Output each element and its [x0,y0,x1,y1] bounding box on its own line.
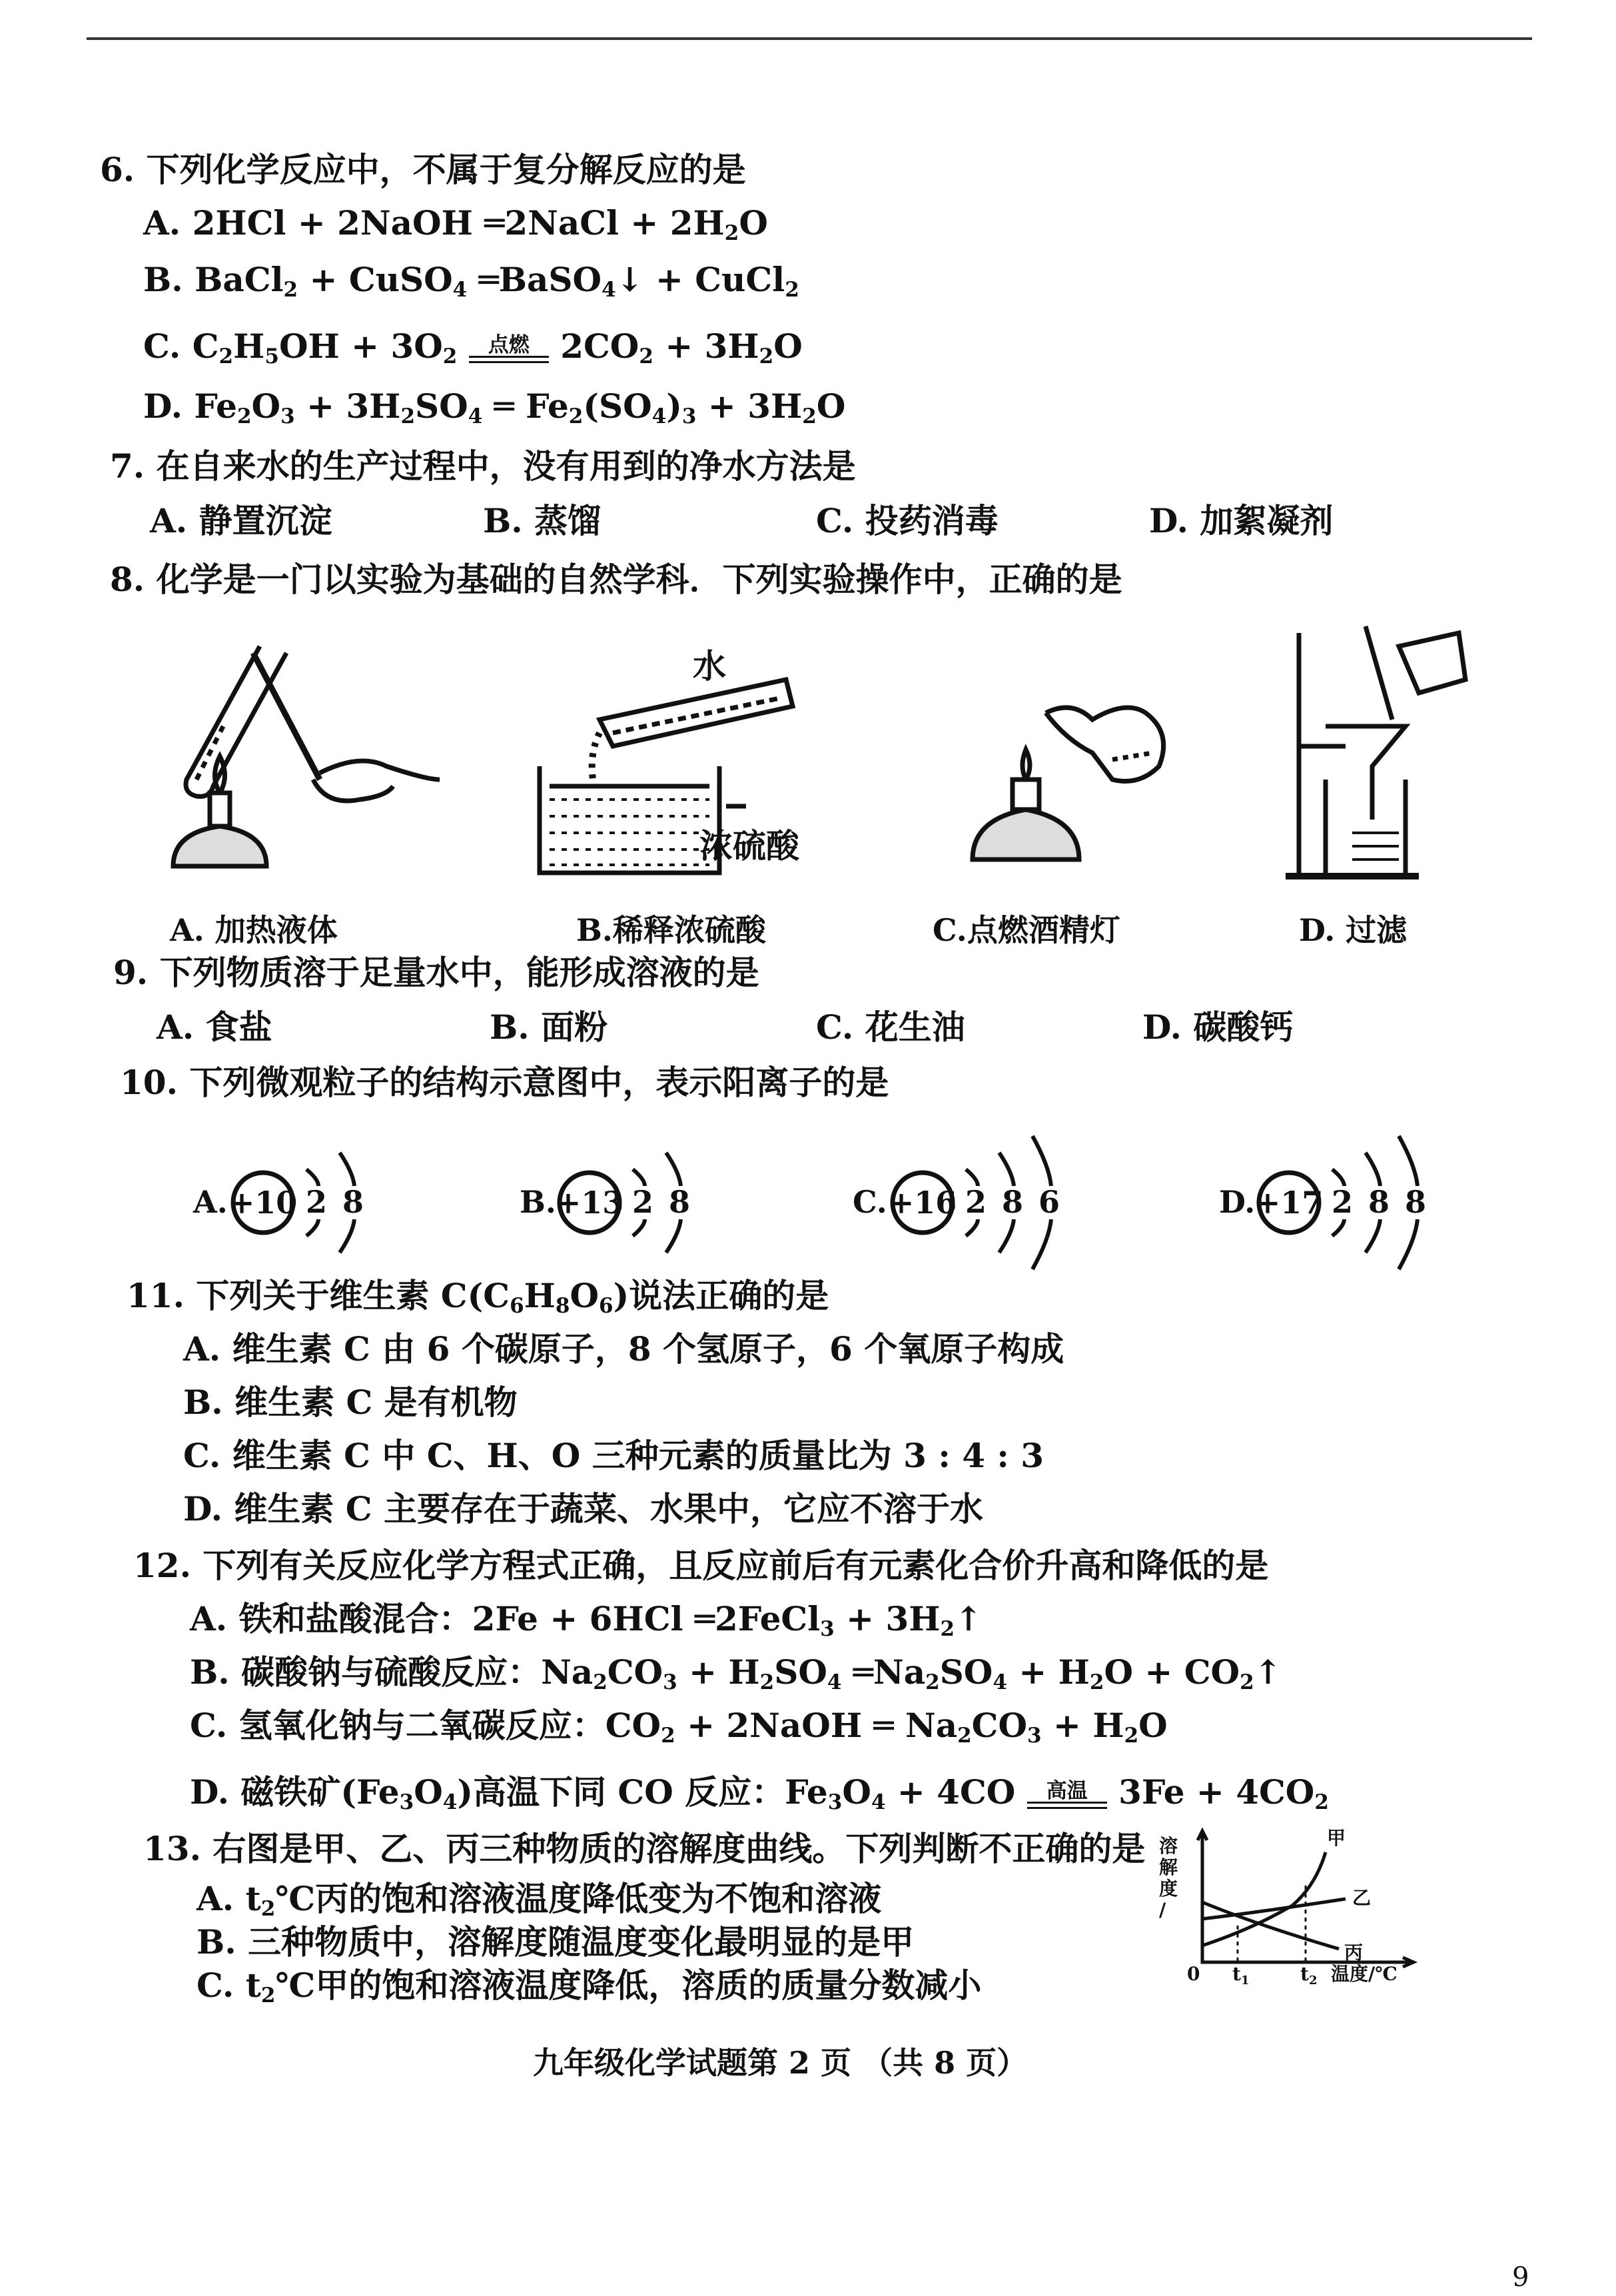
curve-jia [1202,1852,1326,1946]
svg-text:2: 2 [1331,1184,1354,1220]
q8-caption-b: B.稀释浓硫酸 [576,912,766,948]
svg-text:溶: 溶 [1159,1835,1178,1857]
graph-xlabel: 温度/℃ [1331,1963,1398,1985]
svg-text:解: 解 [1159,1856,1178,1878]
q7-stem: 7. 在自来水的生产过程中，没有用到的净水方法是 [110,446,856,486]
q8b-acid-label: 浓硫酸 [699,826,799,865]
svg-text:度: 度 [1159,1878,1178,1900]
graph-origin: 0 [1187,1963,1200,1985]
svg-text:+16: +16 [888,1185,957,1221]
q8-stem: 8. 化学是一门以实验为基础的自然学科．下列实验操作中，正确的是 [110,560,1122,599]
q11-option-b: B. 维生素 C 是有机物 [183,1383,518,1422]
q8-caption-a: A. 加热液体 [170,912,338,948]
atom-a [193,1153,364,1253]
q8d-filtration-illustration [1286,620,1485,886]
q8-caption-d: D. 过滤 [1299,912,1408,948]
svg-text:C.: C. [853,1184,887,1220]
q13-option-b: B. 三种物质中，溶解度随温度变化最明显的是甲 [197,1922,915,1962]
svg-text:8: 8 [342,1184,364,1220]
svg-text:8: 8 [668,1184,691,1220]
graph-ylabel [1159,1835,1178,1921]
series-jia-label: 甲 [1327,1827,1346,1849]
series-yi-label: 乙 [1352,1887,1372,1909]
q11-option-c: C. 维生素 C 中 C、H、O 三种元素的质量比为 3 : 4 : 3 [183,1436,1044,1475]
svg-text:2: 2 [965,1184,987,1220]
q8c-lighting-lamp-illustration [959,693,1212,886]
svg-text:2: 2 [305,1184,328,1220]
q13-solubility-graph [1159,1826,1452,1992]
q9-stem: 9. 下列物质溶于足量水中，能形成溶液的是 [113,953,759,992]
q7-option-d: D. 加絮凝剂 [1149,501,1334,540]
q6-stem: 6. 下列化学反应中，不属于复分解反应的是 [100,150,746,189]
q12-option-b: B. 碳酸钠与硫酸反应：$Na_2CO_3 + H_2SO_4$ $═Na_2SO_4 + H_2O$ + $CO_2↑$ [190,1652,1282,1694]
atom-d [1219,1136,1426,1269]
q7-option-c: C. 投药消毒 [816,501,999,540]
svg-text:+13: +13 [555,1185,624,1221]
svg-text:+17: +17 [1254,1185,1324,1221]
q6-option-c: C. $C_2H_5OH + 3O_2$ 点燃 $2CO_2 + 3H_2O$ [143,326,803,368]
svg-text:2: 2 [631,1184,654,1220]
svg-text:8: 8 [1001,1184,1024,1220]
q12-option-d: D. 磁铁矿$(Fe_3O_4)$高温下同 CO 反应：$Fe_3O_4 + 4CO$ 高温 $3Fe + 4CO_2$ [190,1772,1329,1814]
q9-option-b: B. 面粉 [490,1007,608,1047]
q11-option-a: A. 维生素 C 由 6 个碳原子，8 个氢原子，6 个氧原子构成 [183,1329,1064,1369]
q10-atomic-structure-diagrams [187,1133,1452,1273]
q10-stem: 10. 下列微观粒子的结构示意图中，表示阳离子的是 [120,1063,889,1102]
svg-text:A.: A. [193,1184,228,1220]
q13-stem: 13. 右图是甲、乙、丙三种物质的溶解度曲线。下列判断不正确的是 [143,1829,1146,1868]
svg-text:B.: B. [520,1184,556,1220]
svg-text:6: 6 [1038,1184,1060,1220]
q13-option-a: A. $t_2℃$丙的饱和溶液温度降低变为不饱和溶液 [197,1879,882,1921]
q11-option-d: D. 维生素 C 主要存在于蔬菜、水果中，它应不溶于水 [183,1489,983,1528]
q12-stem: 12. 下列有关反应化学方程式正确，且反应前后有元素化合价升高和降低的是 [133,1546,1269,1585]
graph-axes [1202,1832,1412,1962]
q6-option-a: A. 2HCl + 2NaOH ═2NaCl + $2H_2O$ [143,203,768,245]
q7-option-a: A. 静置沉淀 [150,501,332,540]
top-rule [87,37,1532,40]
graph-t1-label: $t_1$ [1232,1963,1250,1988]
q8-caption-c: C.点燃酒精灯 [933,912,1120,948]
svg-text:8: 8 [1368,1184,1390,1220]
atom-c [853,1136,1060,1269]
page-footer: 九年级化学试题第 2 页 （共 8 页） [533,2045,1028,2081]
graph-t2-label: $t_2$ [1300,1963,1318,1988]
q9-option-d: D. 碳酸钙 [1142,1007,1294,1047]
svg-text:8: 8 [1404,1184,1427,1220]
atom-b [520,1153,690,1253]
q6-reaction-condition: 点燃 [469,335,549,363]
q6-option-b: B. BaCl$_2$ + CuSO$_4$ ═BaSO$_4$↓ + CuCl$_2$ [143,260,799,302]
page-number: 9 [1512,2262,1529,2293]
svg-text:D.: D. [1219,1184,1256,1220]
q12-option-c: C. 氢氧化钠与二氧碳反应：$CO_2$ + 2NaOH ═ $Na_2CO_3 + H_2O$ [190,1706,1168,1748]
q12-option-a: A. 铁和盐酸混合：2Fe + 6HCl ═2FeCl$_3$ + $3H_2↑$ [190,1599,983,1641]
q8a-heating-liquid-illustration [147,626,453,893]
q11-stem: 11. 下列关于维生素 $C(C_6H_8O_6)$说法正确的是 [127,1276,829,1318]
q12-reaction-condition: 高温 [1027,1781,1107,1809]
series-bing-label: 丙 [1344,1942,1364,1964]
q6-option-d: D. $Fe_2O_3 + 3H_2SO_4$ ═ $Fe_2(SO_4)_3 + 3H_2O$ [143,386,846,428]
q13-option-c: C. $t_2℃$甲的饱和溶液温度降低，溶质的质量分数减小 [197,1966,982,2008]
q8b-water-label: 水 [693,646,726,686]
svg-text:/: / [1159,1899,1166,1921]
svg-text:+10: +10 [228,1185,298,1221]
q9-option-a: A. 食盐 [157,1007,272,1047]
q7-option-b: B. 蒸馏 [483,501,602,540]
q9-option-c: C. 花生油 [816,1007,965,1047]
